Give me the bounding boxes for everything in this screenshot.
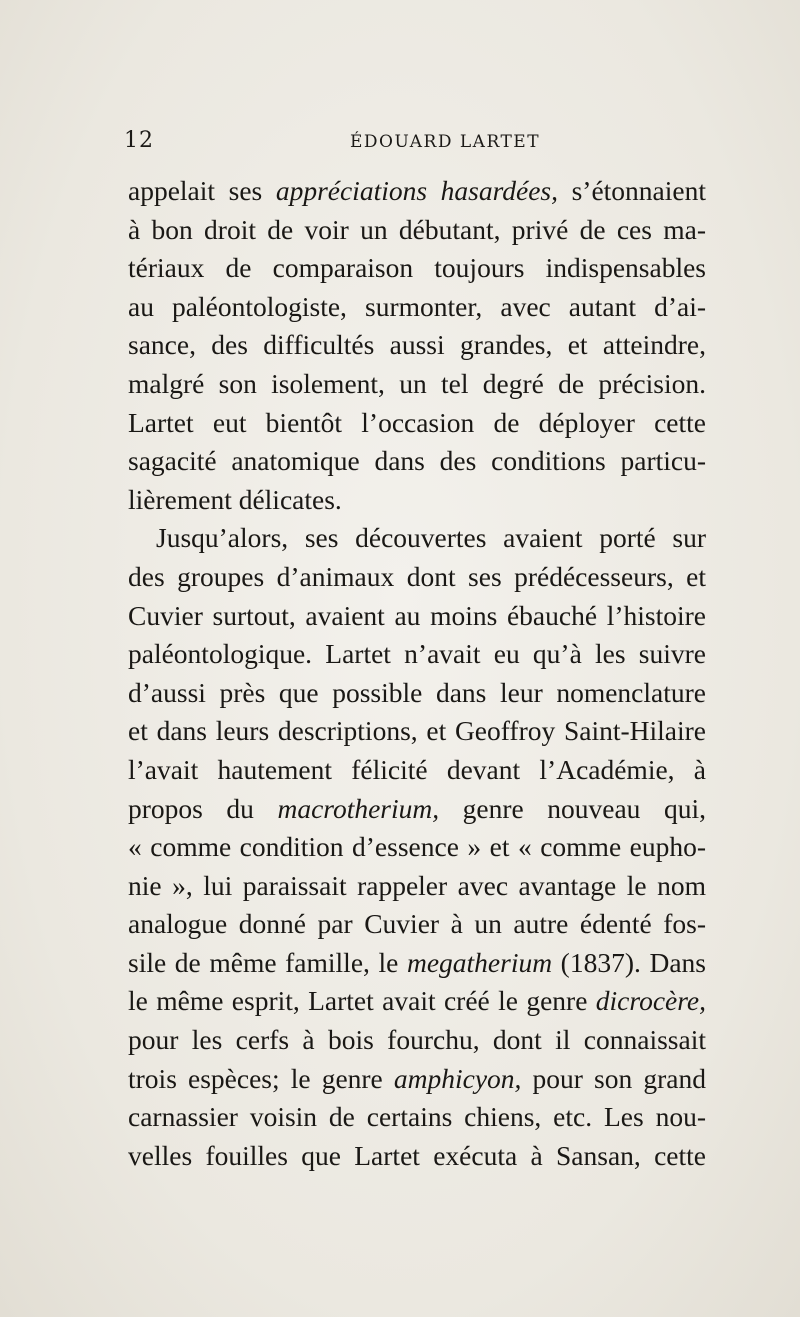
text-line xyxy=(128,790,706,829)
text-line xyxy=(128,674,706,713)
italic-text: megatherium xyxy=(406,946,553,978)
italic-text: amphicyon, xyxy=(393,1062,522,1094)
text-line xyxy=(128,597,706,636)
page-number: 12 xyxy=(124,128,154,153)
text-segment: carnassier voisin de certains chiens, etc. Les nou- xyxy=(128,1101,706,1133)
text-segment: Jusqu’alors, ses découvertes avaient porté sur xyxy=(156,522,706,554)
text-line xyxy=(128,1060,706,1099)
text-segment: analogue donné par Cuvier à un autre édenté fos- xyxy=(128,908,706,940)
text-segment: et dans leurs descriptions, et Geoffroy Saint-Hilaire xyxy=(128,715,706,747)
text-segment: au paléontologiste, surmonter, avec autant d’ai- xyxy=(128,290,706,322)
text-segment: nie », lui paraissait rappeler avec avantage le nom xyxy=(128,869,706,901)
text-segment: paléontologique. Lartet n’avait eu qu’à les suivre xyxy=(128,638,706,670)
body-text xyxy=(128,172,706,1175)
page-header xyxy=(0,128,800,158)
text-line xyxy=(128,288,706,327)
text-segment: Cuvier surtout, avaient au moins ébauché l’histoire xyxy=(128,599,706,631)
text-segment: le même esprit, Lartet avait créé le genre xyxy=(128,985,596,1017)
text-line xyxy=(128,404,706,443)
text-line xyxy=(128,712,706,751)
text-segment: d’aussi près que possible dans leur nomenclature xyxy=(128,676,706,708)
text-segment: malgré son isolement, un tel degré de précision. xyxy=(128,367,706,399)
text-line xyxy=(128,558,706,597)
text-line xyxy=(128,442,706,481)
italic-text: macrotherium, xyxy=(277,792,440,824)
text-line xyxy=(128,1098,706,1137)
text-segment: velles fouilles que Lartet exécuta à Sansan, cette xyxy=(128,1139,706,1171)
italic-text: appréciations hasardées, xyxy=(275,175,559,206)
text-segment: l’avait hautement félicité devant l’Académie, à xyxy=(128,753,706,785)
text-segment: des groupes d’animaux dont ses prédécesseurs, et xyxy=(128,560,706,592)
text-line xyxy=(128,365,706,404)
text-line xyxy=(128,519,706,558)
text-line xyxy=(128,249,706,288)
text-segment: pour les cerfs à bois fourchu, dont il connaissait xyxy=(128,1024,706,1056)
text-segment: sance, des difficultés aussi grandes, et atteindre, xyxy=(128,329,706,361)
text-line xyxy=(128,944,706,983)
text-segment: sagacité anatomique dans des conditions particu- xyxy=(128,445,706,477)
text-line xyxy=(128,211,706,250)
text-segment: appelait ses xyxy=(128,175,276,206)
text-line xyxy=(128,1137,706,1176)
text-segment: lièrement délicates. xyxy=(128,483,342,515)
text-segment: à bon droit de voir un débutant, privé de ces ma- xyxy=(128,213,706,245)
text-line xyxy=(128,1021,706,1060)
text-line xyxy=(128,982,706,1021)
running-head: ÉDOUARD LARTET xyxy=(350,132,541,152)
text-segment: tériaux de comparaison toujours indispensables xyxy=(128,252,706,284)
text-segment: pour son grand xyxy=(521,1062,706,1094)
text-segment: s’étonnaient xyxy=(558,175,706,206)
text-line xyxy=(128,172,706,211)
text-line xyxy=(128,751,706,790)
text-line xyxy=(128,867,706,906)
text-segment: genre nouveau qui, xyxy=(439,792,706,824)
text-segment: trois espèces; le genre xyxy=(128,1062,394,1094)
text-segment: Lartet eut bientôt l’occasion de déployer cette xyxy=(128,406,706,438)
text-line xyxy=(128,481,706,520)
text-segment: « comme condition d’essence » et « comme eupho- xyxy=(128,831,706,863)
italic-text: dicrocère, xyxy=(595,985,706,1017)
text-segment: (1837). Dans xyxy=(552,946,706,978)
text-line xyxy=(128,828,706,867)
text-line xyxy=(128,326,706,365)
text-segment: sile de même famille, le xyxy=(128,946,407,978)
text-segment: propos du xyxy=(128,792,278,824)
text-line xyxy=(128,635,706,674)
text-line xyxy=(128,905,706,944)
